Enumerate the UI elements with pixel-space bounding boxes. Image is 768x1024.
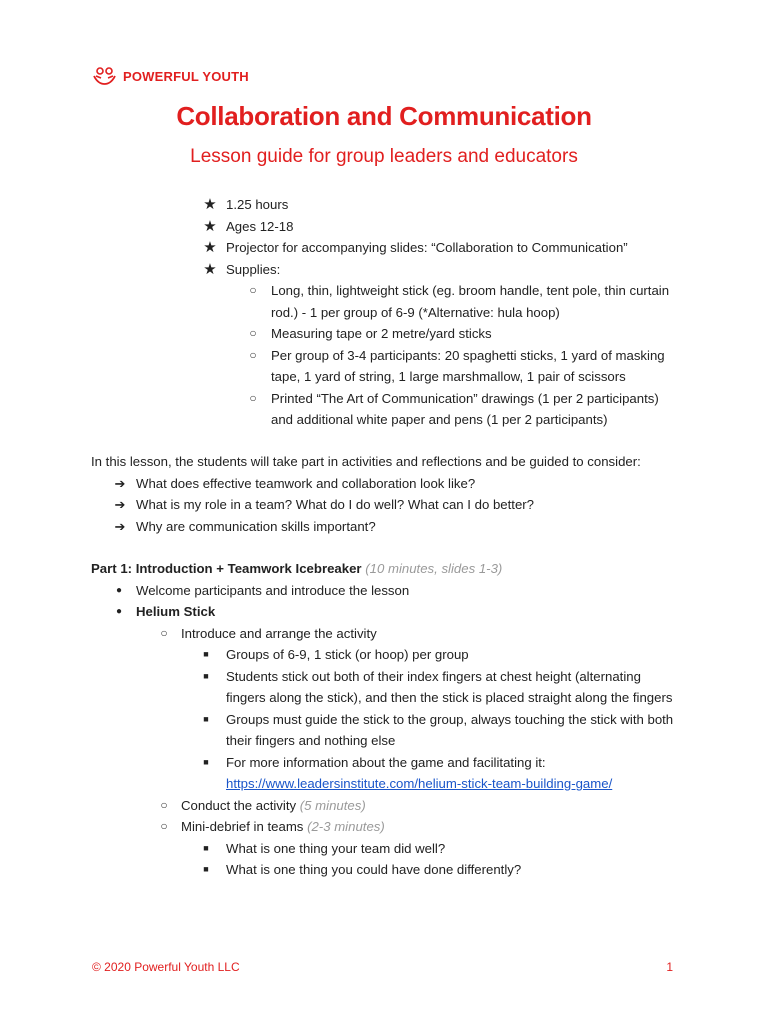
part1-heading-title: Part 1: Introduction + Teamwork Icebreaker [91,561,362,576]
star-icon: ★ [203,217,217,235]
supply-item-drawings-line2: and additional white paper and pens (1 per 2 participants) [271,412,608,427]
document-title: Collaboration and Communication [176,101,592,131]
square-bullet-icon: ■ [203,713,209,724]
circle-bullet-icon: ○ [249,347,257,362]
part1-welcome: Welcome participants and introduce the lesson [136,582,410,598]
part1-introduce-activity: Introduce and arrange the activity [181,625,377,641]
square-bullet-icon: ■ [203,670,209,681]
part1-fingers-line2: fingers along the stick), and then the stick is placed straight along the fingers [226,690,673,705]
part1-more-info: For more information about the game and facilitating it: [226,754,546,770]
intro-point-role: What is my role in a team? What do I do well? What can I do better? [136,497,535,512]
footer-copyright: © 2020 Powerful Youth LLC [92,960,240,974]
intro-point-teamwork: What does effective teamwork and collaboration look like? [136,475,476,491]
supply-item-spaghetti-line1: Per group of 3-4 participants: 20 spaghetti sticks, 1 yard of masking [271,347,665,363]
arrow-icon: ➔ [114,475,126,491]
part1-conduct-meta: (5 minutes) [299,797,366,813]
part1-heading [91,558,502,580]
overview-item-supplies: Supplies: [226,261,281,277]
circle-bullet-icon: ○ [160,819,168,833]
part1-conduct-label: Conduct the activity [181,797,297,813]
supply-item-stick-line1: Long, thin, lightweight stick (eg. broom handle, tent pole, thin curtain [271,283,670,298]
powerful-youth-logo-icon [92,66,118,86]
arrow-icon: ➔ [114,518,126,534]
part1-debrief-meta: (2-3 minutes) [307,819,385,834]
part1-fingers-line1: Students stick out both of their index fingers at chest height (alternating [226,668,641,684]
star-icon: ★ [203,260,217,278]
star-icon: ★ [203,196,217,213]
part1-groups: Groups of 6-9, 1 stick (or hoop) per group [226,647,469,662]
helium-stick-link[interactable]: https://www.leadersinstitute.com/helium-stick-team-building-game/ [226,776,613,791]
supply-item-measuring-tape: Measuring tape or 2 metre/yard sticks [271,326,492,341]
circle-bullet-icon: ○ [160,625,168,640]
overview-item-ages: Ages 12-18 [226,218,294,234]
part1-conduct [181,795,366,817]
part1-helium-stick: Helium Stick [136,604,216,619]
bullet-icon: ● [115,606,123,617]
supply-item-stick-line2: rod.) - 1 per group of 6-9 (*Alternative: hula hoop) [271,304,560,320]
supply-item-spaghetti-line2: tape, 1 yard of string, 1 large marshmallow, 1 pair of scissors [271,369,626,384]
part1-guide-line1: Groups must guide the stick to the group, always touching the stick with both [226,711,674,727]
part1-debrief-q2: What is one thing you could have done differently? [226,862,522,877]
intro-text: In this lesson, the students will take part in activities and reflections and be guided to consider: [91,454,641,469]
intro-point-communication: Why are communication skills important? [136,518,376,534]
part1-guide-line2: their fingers and nothing else [226,733,396,748]
star-icon: ★ [203,239,217,256]
arrow-icon: ➔ [114,497,126,512]
overview-item-projector: Projector for accompanying slides: “Collaboration to Communication” [226,240,628,255]
brand-logo [92,66,249,86]
part1-debrief-label: Mini-debrief in teams [181,819,304,834]
brand-name: POWERFUL YOUTH [123,68,249,84]
part1-debrief [181,816,385,838]
circle-bullet-icon: ○ [249,390,257,405]
square-bullet-icon: ■ [203,756,209,767]
part1-debrief-q1: What is one thing your team did well? [226,840,446,856]
square-bullet-icon: ■ [203,649,209,659]
square-bullet-icon: ■ [203,864,209,874]
circle-bullet-icon: ○ [249,283,257,297]
circle-bullet-icon: ○ [160,797,168,812]
supply-item-drawings-line1: Printed “The Art of Communication” drawings (1 per 2 participants) [271,390,659,406]
circle-bullet-icon: ○ [249,326,257,340]
part1-heading-meta: (10 minutes, slides 1-3) [365,561,503,576]
bullet-icon: ● [115,584,123,596]
overview-item-duration: 1.25 hours [226,197,289,212]
document-subtitle: Lesson guide for group leaders and educators [190,146,578,167]
footer-page-number: 1 [666,960,673,974]
square-bullet-icon: ■ [203,842,209,853]
